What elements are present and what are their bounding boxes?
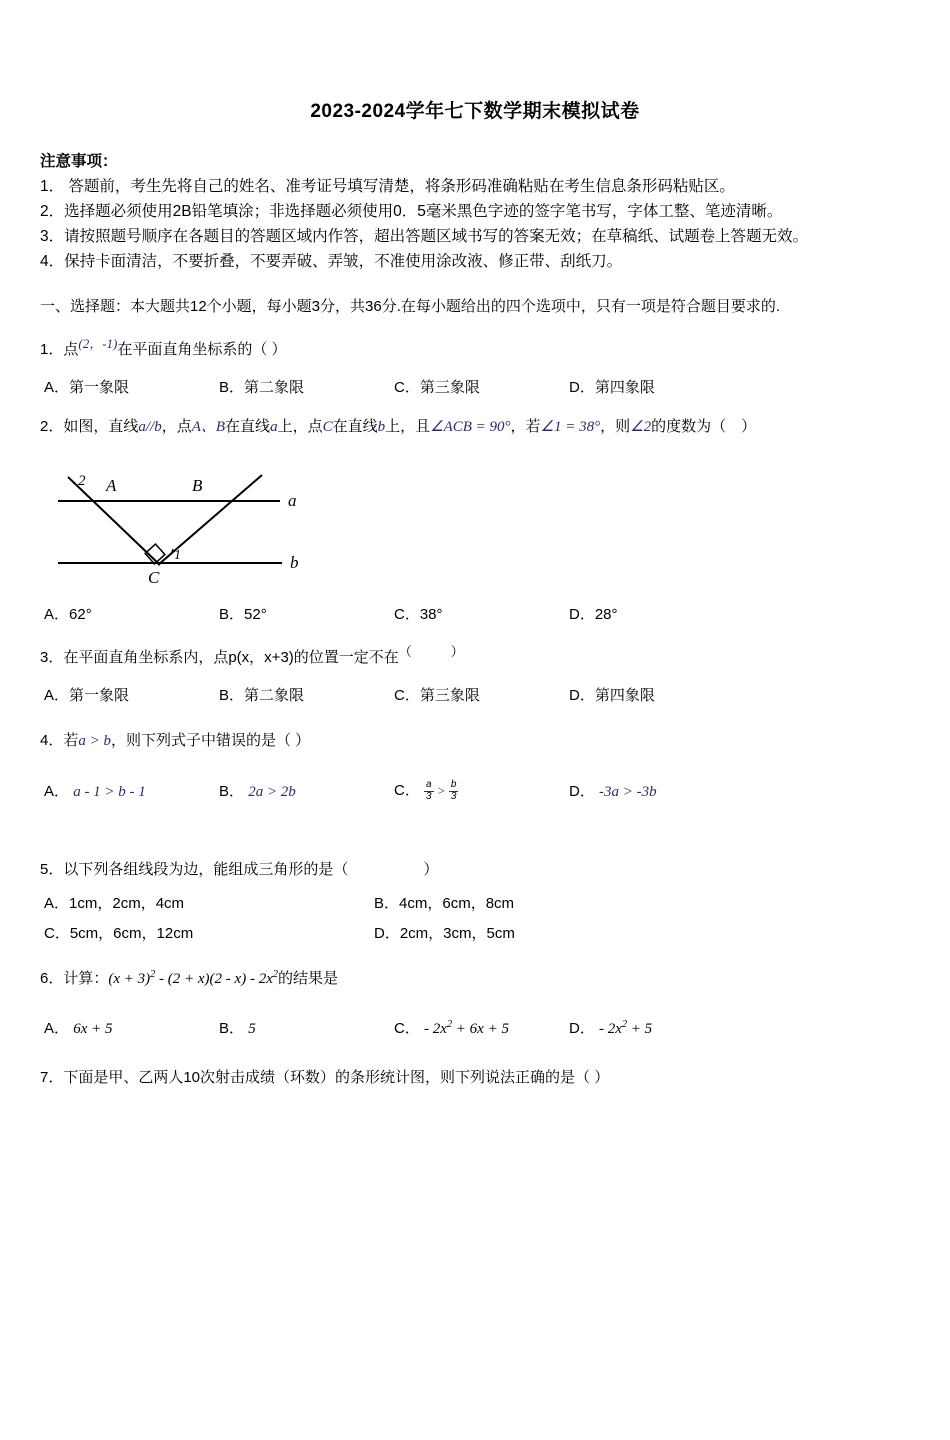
question-3-option-a[interactable]: A．第一象限 <box>44 687 130 704</box>
question-3 <box>0 640 950 670</box>
section-one-heading: 一、选择题：本大题共12个小题，每小题3分，共36分.在每小题给出的四个选项中，只有一项是符合题目要求的. <box>40 298 781 315</box>
question-1-option-b[interactable]: B．第二象限 <box>219 379 305 396</box>
question-3-option-d[interactable]: D．第四象限 <box>569 687 655 704</box>
question-1-stem-post: 在平面直角坐标系的（ ） <box>117 341 287 358</box>
svg-text:B: B <box>192 476 203 495</box>
question-1-stem-pre: 点 <box>63 341 79 358</box>
question-3-options <box>0 684 950 705</box>
fraction-b-over-3: $\frac{b}{3}$ <box>450 779 457 802</box>
question-4-number: 4． <box>40 732 64 749</box>
question-2-options <box>0 603 950 624</box>
parallel-lines-figure-svg <box>40 445 360 585</box>
question-4-option-d[interactable]: D． -3a > -3b <box>569 783 657 801</box>
svg-text:a: a <box>288 491 297 510</box>
question-2-option-a[interactable]: A．62° <box>44 606 92 623</box>
question-6-option-d[interactable]: D． - $2x^2 + 5$ <box>569 1019 653 1038</box>
question-4-option-a[interactable]: A． a - 1 > b - 1 <box>44 783 146 801</box>
question-4-option-c[interactable]: C． $\frac{a}{3}$ > $\frac{b}{3}$ <box>394 779 457 802</box>
question-3-stem: 在平面直角坐标系内，点p(x，x+3)的位置一定不在 <box>63 649 399 666</box>
page-title: 2023-2024学年七下数学期末模拟试卷 <box>310 101 640 122</box>
question-7 <box>0 1066 950 1090</box>
question-5 <box>0 858 950 882</box>
question-5-option-c[interactable]: C．5cm，6cm，12cm <box>44 925 194 943</box>
question-6-number: 6． <box>40 970 64 988</box>
question-2-option-d[interactable]: D．28° <box>569 606 618 623</box>
question-4-option-b[interactable]: B． 2a > 2b <box>219 783 296 801</box>
svg-text:b: b <box>290 553 299 572</box>
exam-paper-page <box>0 96 950 1440</box>
question-1-number: 1． <box>40 341 64 358</box>
question-1-option-d[interactable]: D．第四象限 <box>569 379 655 396</box>
question-6-expression: $(x + 3)^2 - (2 + x)(2 - x) - 2x^2$ <box>108 969 278 988</box>
question-1 <box>0 332 950 362</box>
question-2: 2．如图，直线a//b，点A、B在直线a上，点C在直线b上，且∠ACB = 90°，若∠1 = 38°，则∠2的度数为（ ） <box>40 418 757 435</box>
question-3-option-c[interactable]: C．第三象限 <box>394 687 480 704</box>
question-5-stem: 以下列各组线段为边，能组成三角形的是（ ） <box>63 861 439 879</box>
question-4: 4．若a > b，则下列式子中错误的是（ ） <box>40 732 311 749</box>
question-7-number: 7． <box>40 1069 64 1087</box>
question-1-option-a[interactable]: A．第一象限 <box>44 379 130 396</box>
svg-text:2: 2 <box>78 473 86 489</box>
question-7-stem: 下面是甲、乙两人10次射击成绩（环数）的条形统计图，则下列说法正确的是（ ） <box>63 1069 610 1087</box>
question-5-number: 5． <box>40 861 64 879</box>
fraction-a-over-3: $\frac{a}{3}$ <box>426 779 432 802</box>
question-3-option-b[interactable]: B．第二象限 <box>219 687 305 704</box>
note-item-4: 4．保持卡面清洁，不要折叠，不要弄破、弄皱，不准使用涂改液、修正带、刮纸刀。 <box>40 253 623 270</box>
question-5-option-d[interactable]: D．2cm，3cm，5cm <box>374 925 515 943</box>
question-6-option-c[interactable]: C． - $2x^2 + 6x + 5$ <box>394 1019 509 1038</box>
question-3-number: 3． <box>40 649 64 666</box>
svg-text:C: C <box>148 568 160 585</box>
question-3-blank: （ ） <box>398 644 464 659</box>
question-2-option-b[interactable]: B．52° <box>219 606 267 623</box>
notes-block <box>0 149 950 274</box>
notes-header: 注意事项： <box>40 153 118 170</box>
question-6-options <box>0 1017 950 1038</box>
question-6-option-b[interactable]: B． 5 <box>219 1020 256 1038</box>
question-6-option-a[interactable]: A． 6x + 5 <box>44 1020 113 1038</box>
question-2-number: 2． <box>40 418 64 435</box>
question-5-options <box>0 892 950 943</box>
note-item-2: 2．选择题必须使用2B铅笔填涂；非选择题必须使用0．5毫米黑色字迹的签字笔书写，字体工整、笔迹清晰。 <box>40 203 783 220</box>
question-1-option-c[interactable]: C．第三象限 <box>394 379 480 396</box>
question-1-stem-math: (2，-1) <box>78 336 118 351</box>
question-4-options <box>0 779 950 802</box>
question-6: 6．计算：$(x + 3)^2 - (2 + x)(2 - x) - 2x^2$的结果是 <box>40 969 338 988</box>
question-2-figure <box>40 445 950 585</box>
question-1-options <box>0 376 950 397</box>
svg-text:A: A <box>106 476 117 495</box>
svg-text:1: 1 <box>174 548 181 563</box>
question-2-option-c[interactable]: C．38° <box>394 606 443 623</box>
note-item-3: 3．请按照题号顺序在各题目的答题区域内作答，超出答题区域书写的答案无效；在草稿纸、试题卷上答题无效。 <box>40 228 809 245</box>
question-5-option-a[interactable]: A．1cm，2cm，4cm <box>44 895 185 913</box>
note-item-1: 1． 答题前，考生先将自己的姓名、准考证号填写清楚，将条形码准确粘贴在考生信息条形码粘贴区。 <box>40 178 735 195</box>
question-5-option-b[interactable]: B．4cm，6cm，8cm <box>374 895 515 913</box>
